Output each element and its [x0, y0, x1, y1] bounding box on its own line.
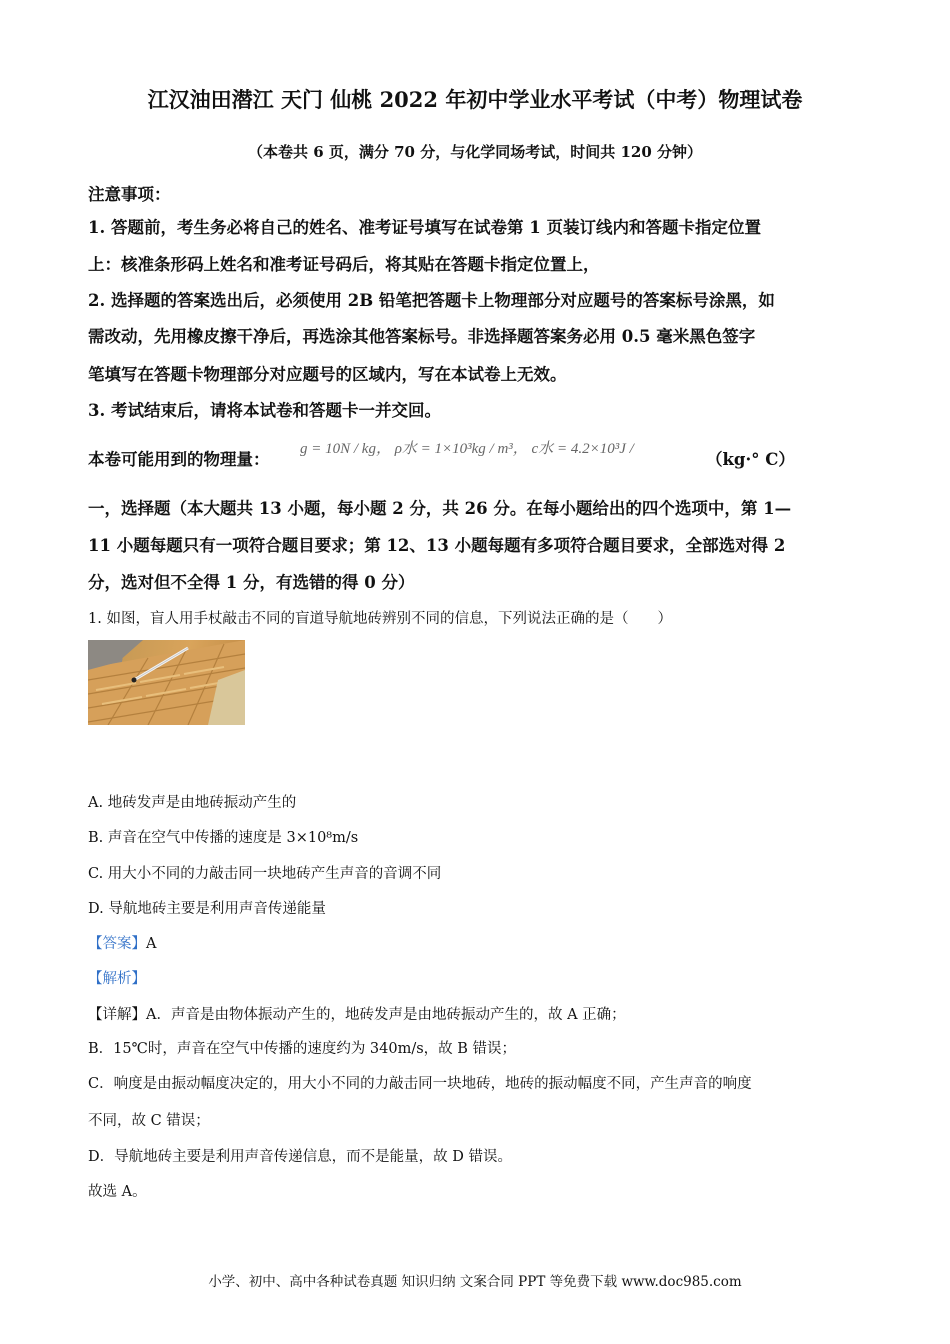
- detail-label: 【详解】: [88, 1007, 146, 1023]
- question-stem: 1. 如图，盲人用手杖敲击不同的盲道导航地砖辨别不同的信息，下列说法正确的是（ ）: [88, 611, 672, 627]
- detail-line: 不同，故 C 错误；: [88, 1113, 210, 1129]
- page-footer: 小学、初中、高中各种试卷真题 知识归纳 文案合同 PPT 等免费下载 www.doc985.com: [208, 1274, 742, 1290]
- notice-line: 3. 考试结束后，请将本试卷和答题卡一并交回。: [88, 401, 441, 420]
- option-a: A. 地砖发声是由地砖振动产生的: [88, 795, 297, 811]
- option-c: C. 用大小不同的力敲击同一块地砖产生声音的音调不同: [88, 866, 442, 882]
- notice-line: 1. 答题前，考生务必将自己的姓名、准考证号填写在试卷第 1 页装订线内和答题卡指定位置: [88, 218, 761, 237]
- constants-formula: g = 10N / kg， ρ水 = 1×10³kg / m³， c水 = 4.2×10³J /: [300, 441, 634, 457]
- section-heading: 分，选对但不全得 1 分，有选错的得 0 分）: [88, 573, 415, 592]
- notice-line: 笔填写在答题卡物理部分对应题号的区域内，写在本试卷上无效。: [88, 365, 567, 384]
- tactile-paving-photo: [88, 640, 245, 725]
- option-b: B. 声音在空气中传播的速度是 3×10⁸m/s: [88, 830, 359, 846]
- detail-text: A．声音是由物体振动产生的，地砖发声是由地砖振动产生的，故 A 正确；: [146, 1007, 626, 1023]
- constants-label: 本卷可能用到的物理量：: [88, 450, 270, 469]
- notice-line: 需改动，先用橡皮擦干净后，再选涂其他答案标号。非选择题答案务必用 0.5 毫米黑色签字: [88, 327, 756, 346]
- detail-line: [88, 1003, 626, 1024]
- notice-heading: 注意事项：: [88, 185, 171, 204]
- page-subtitle: （本卷共 6 页，满分 70 分，与化学同场考试，时间共 120 分钟）: [248, 143, 702, 161]
- detail-line: 故选 A。: [88, 1184, 147, 1200]
- analysis-label: 【解析】: [88, 971, 146, 987]
- option-d: D. 导航地砖主要是利用声音传递能量: [88, 901, 326, 917]
- detail-line: C．响度是由振动幅度决定的，用大小不同的力敲击同一块地砖，地砖的振动幅度不同，产生声音的响度: [88, 1076, 752, 1092]
- detail-line: B．15℃时，声音在空气中传播的速度约为 340m/s，故 B 错误；: [88, 1041, 517, 1057]
- answer-label: 【答案】: [88, 936, 146, 952]
- page-title: 江汉油田潜江 天门 仙桃 2022 年初中学业水平考试（中考）物理试卷: [147, 87, 803, 112]
- notice-line: 上：核准条形码上姓名和准考证号码后，将其贴在答题卡指定位置上，: [88, 255, 600, 274]
- photo-illustration: [88, 640, 245, 725]
- section-heading: 11 小题每题只有一项符合题目要求；第 12、13 小题每题有多项符合题目要求，全部选对得 2: [88, 536, 786, 555]
- section-heading: 一，选择题（本大题共 13 小题，每小题 2 分，共 26 分。在每小题给出的四个选项中，第 1—: [88, 499, 792, 518]
- detail-line: D．导航地砖主要是利用声音传递信息，而不是能量，故 D 错误。: [88, 1149, 512, 1165]
- notice-line: 2. 选择题的答案选出后，必须使用 2B 铅笔把答题卡上物理部分对应题号的答案标号涂黑，如: [88, 291, 775, 310]
- answer-row: [88, 932, 156, 953]
- constants-unit: （kg·° C）: [706, 450, 795, 469]
- answer-value: A: [146, 936, 157, 952]
